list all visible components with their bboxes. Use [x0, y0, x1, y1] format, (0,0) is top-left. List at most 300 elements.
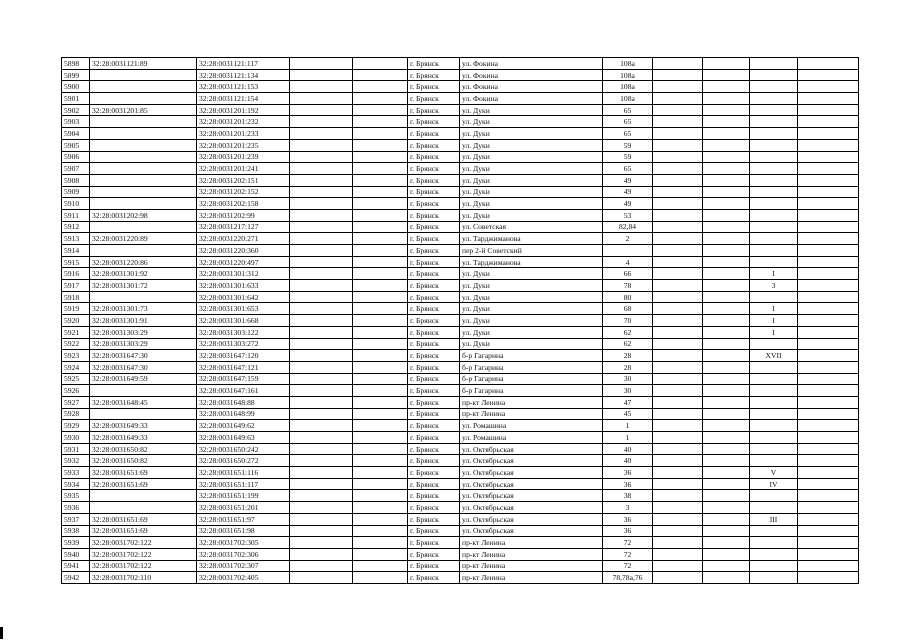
- cell-city: г. Брянск: [408, 350, 460, 362]
- cell-object-cadastral-number: 32:28:0031702:306: [197, 548, 290, 560]
- cell-empty: [290, 69, 353, 81]
- cell-empty: [798, 490, 859, 502]
- cell-object-cadastral-number: 32:28:0031303:272: [197, 338, 290, 350]
- cell-empty: [290, 280, 353, 292]
- cell-empty: [703, 116, 750, 128]
- cell-empty: [353, 58, 408, 70]
- cell-street: ул. Тарджиманова: [460, 256, 603, 268]
- table-row: [62, 361, 859, 373]
- cell-house-number: 78,78а,76: [603, 572, 653, 584]
- cell-empty: [353, 233, 408, 245]
- cell-city: г. Брянск: [408, 548, 460, 560]
- cell-empty: [290, 350, 353, 362]
- cell-empty: [290, 467, 353, 479]
- cell-empty: [653, 537, 703, 549]
- cell-empty: [798, 81, 859, 93]
- cell-empty: [290, 291, 353, 303]
- cell-record-number: 5924: [62, 361, 90, 373]
- cell-street: пр-кт Ленина: [460, 408, 603, 420]
- cell-street: ул. Дуки: [460, 186, 603, 198]
- cell-empty: [703, 385, 750, 397]
- cell-empty: [798, 209, 859, 221]
- table-row: [62, 467, 859, 479]
- cell-city: г. Брянск: [408, 58, 460, 70]
- cell-empty: [290, 408, 353, 420]
- cell-section-number: [750, 198, 798, 210]
- cell-empty: [353, 315, 408, 327]
- cell-object-cadastral-number: 32:28:0031649:63: [197, 432, 290, 444]
- cell-land-cadastral-number: [90, 116, 197, 128]
- cell-land-cadastral-number: [90, 81, 197, 93]
- table-row: [62, 221, 859, 233]
- cell-object-cadastral-number: 32:28:0031201:233: [197, 128, 290, 140]
- cell-empty: [290, 116, 353, 128]
- cell-empty: [653, 186, 703, 198]
- cell-land-cadastral-number: 32:28:0031301:91: [90, 315, 197, 327]
- cell-empty: [653, 256, 703, 268]
- cell-house-number: 3: [603, 502, 653, 514]
- table-row: [62, 513, 859, 525]
- cell-record-number: 5926: [62, 385, 90, 397]
- cell-empty: [290, 338, 353, 350]
- cell-city: г. Брянск: [408, 69, 460, 81]
- cell-empty: [703, 198, 750, 210]
- cell-empty: [653, 174, 703, 186]
- cell-city: г. Брянск: [408, 93, 460, 105]
- cell-empty: [353, 478, 408, 490]
- cell-empty: [653, 513, 703, 525]
- cell-record-number: 5922: [62, 338, 90, 350]
- cell-house-number: 66: [603, 268, 653, 280]
- cell-empty: [703, 256, 750, 268]
- cell-empty: [290, 572, 353, 584]
- cell-land-cadastral-number: 32:28:0031650:82: [90, 455, 197, 467]
- cell-empty: [353, 432, 408, 444]
- cell-record-number: 5907: [62, 163, 90, 175]
- cell-empty: [290, 233, 353, 245]
- cell-empty: [703, 58, 750, 70]
- table-row: [62, 209, 859, 221]
- cell-city: г. Брянск: [408, 513, 460, 525]
- cell-object-cadastral-number: 32:28:0031702:307: [197, 560, 290, 572]
- cell-street: ул. Дуки: [460, 151, 603, 163]
- cell-street: ул. Дуки: [460, 338, 603, 350]
- cell-object-cadastral-number: 32:28:0031220:497: [197, 256, 290, 268]
- cell-section-number: [750, 58, 798, 70]
- cell-empty: [703, 490, 750, 502]
- cell-city: г. Брянск: [408, 268, 460, 280]
- cell-empty: [653, 408, 703, 420]
- cell-empty: [653, 81, 703, 93]
- cell-street: ул. Дуки: [460, 315, 603, 327]
- cell-city: г. Брянск: [408, 373, 460, 385]
- cell-record-number: 5918: [62, 291, 90, 303]
- cell-street: ул. Дуки: [460, 116, 603, 128]
- cell-section-number: [750, 338, 798, 350]
- cell-empty: [703, 455, 750, 467]
- cell-empty: [798, 233, 859, 245]
- cell-street: ул. Фокина: [460, 81, 603, 93]
- cell-house-number: 36: [603, 478, 653, 490]
- cell-empty: [290, 209, 353, 221]
- cell-land-cadastral-number: 32:28:0031649:33: [90, 432, 197, 444]
- cell-empty: [703, 104, 750, 116]
- cell-house-number: 30: [603, 385, 653, 397]
- cell-empty: [703, 420, 750, 432]
- table-row: [62, 186, 859, 198]
- cell-street: ул. Октябрьская: [460, 467, 603, 479]
- table-row: [62, 69, 859, 81]
- cell-record-number: 5913: [62, 233, 90, 245]
- cell-empty: [703, 291, 750, 303]
- table-row: [62, 151, 859, 163]
- cell-land-cadastral-number: 32:28:0031649:33: [90, 420, 197, 432]
- cell-land-cadastral-number: 32:28:0031651:69: [90, 525, 197, 537]
- cell-section-number: [750, 420, 798, 432]
- cell-record-number: 5939: [62, 537, 90, 549]
- cell-object-cadastral-number: 32:28:0031202:99: [197, 209, 290, 221]
- cell-street: ул. Ромашина: [460, 420, 603, 432]
- cell-section-number: [750, 104, 798, 116]
- cell-house-number: 65: [603, 104, 653, 116]
- cell-section-number: I: [750, 268, 798, 280]
- cell-house-number: 49: [603, 186, 653, 198]
- cell-object-cadastral-number: 32:28:0031301:312: [197, 268, 290, 280]
- cell-empty: [798, 268, 859, 280]
- cell-house-number: 108а: [603, 58, 653, 70]
- cell-house-number: 80: [603, 291, 653, 303]
- cell-record-number: 5938: [62, 525, 90, 537]
- cell-record-number: 5909: [62, 186, 90, 198]
- cell-empty: [798, 350, 859, 362]
- cell-city: г. Брянск: [408, 198, 460, 210]
- cell-empty: [798, 420, 859, 432]
- cell-empty: [798, 291, 859, 303]
- cell-empty: [798, 245, 859, 257]
- cell-section-number: [750, 163, 798, 175]
- cell-empty: [798, 525, 859, 537]
- table-row: [62, 408, 859, 420]
- cell-empty: [703, 163, 750, 175]
- cell-empty: [653, 385, 703, 397]
- cell-street: ул. Дуки: [460, 128, 603, 140]
- cell-section-number: [750, 128, 798, 140]
- cell-street: ул. Октябрьская: [460, 525, 603, 537]
- cell-land-cadastral-number: [90, 385, 197, 397]
- cell-empty: [703, 128, 750, 140]
- cell-empty: [798, 151, 859, 163]
- cell-empty: [290, 128, 353, 140]
- cell-section-number: [750, 548, 798, 560]
- cell-record-number: 5917: [62, 280, 90, 292]
- cell-section-number: [750, 525, 798, 537]
- cell-record-number: 5934: [62, 478, 90, 490]
- cell-street: ул. Фокина: [460, 69, 603, 81]
- cell-street: ул. Октябрьская: [460, 513, 603, 525]
- cell-empty: [290, 151, 353, 163]
- cell-city: г. Брянск: [408, 338, 460, 350]
- cell-street: ул. Дуки: [460, 198, 603, 210]
- cell-empty: [653, 478, 703, 490]
- cell-empty: [353, 396, 408, 408]
- cell-empty: [290, 373, 353, 385]
- cell-city: г. Брянск: [408, 291, 460, 303]
- cell-empty: [798, 163, 859, 175]
- cell-empty: [798, 93, 859, 105]
- cell-object-cadastral-number: 32:28:0031651:116: [197, 467, 290, 479]
- cell-land-cadastral-number: 32:28:0031202:98: [90, 209, 197, 221]
- cell-record-number: 5912: [62, 221, 90, 233]
- cell-street: ул. Октябрьская: [460, 502, 603, 514]
- cell-record-number: 5929: [62, 420, 90, 432]
- cell-empty: [353, 560, 408, 572]
- table-row: [62, 315, 859, 327]
- cell-empty: [653, 548, 703, 560]
- table-row: [62, 350, 859, 362]
- cell-land-cadastral-number: 32:28:0031702:122: [90, 548, 197, 560]
- cell-house-number: 45: [603, 408, 653, 420]
- cell-empty: [653, 525, 703, 537]
- cell-empty: [703, 373, 750, 385]
- cell-record-number: 5905: [62, 139, 90, 151]
- cell-empty: [798, 432, 859, 444]
- cell-empty: [290, 385, 353, 397]
- cell-object-cadastral-number: 32:28:0031220:360: [197, 245, 290, 257]
- cell-section-number: [750, 455, 798, 467]
- cell-street: ул. Дуки: [460, 291, 603, 303]
- cell-house-number: 36: [603, 513, 653, 525]
- cell-record-number: 5919: [62, 303, 90, 315]
- cell-empty: [798, 361, 859, 373]
- cell-house-number: 1: [603, 420, 653, 432]
- cell-empty: [798, 385, 859, 397]
- cell-street: ул. Фокина: [460, 93, 603, 105]
- cell-empty: [290, 432, 353, 444]
- cell-city: г. Брянск: [408, 256, 460, 268]
- cell-city: г. Брянск: [408, 233, 460, 245]
- cell-city: г. Брянск: [408, 326, 460, 338]
- cell-empty: [703, 560, 750, 572]
- cell-land-cadastral-number: [90, 245, 197, 257]
- cell-empty: [703, 186, 750, 198]
- cell-section-number: [750, 221, 798, 233]
- cell-object-cadastral-number: 32:28:0031303:122: [197, 326, 290, 338]
- cell-empty: [798, 116, 859, 128]
- cell-empty: [353, 245, 408, 257]
- table-row: [62, 572, 859, 584]
- cell-empty: [653, 420, 703, 432]
- cell-empty: [703, 233, 750, 245]
- cell-empty: [290, 139, 353, 151]
- cell-empty: [703, 408, 750, 420]
- cell-empty: [353, 151, 408, 163]
- table-row: [62, 233, 859, 245]
- cell-empty: [290, 93, 353, 105]
- cell-object-cadastral-number: 32:28:0031648:88: [197, 396, 290, 408]
- cell-empty: [653, 350, 703, 362]
- cell-city: г. Брянск: [408, 502, 460, 514]
- cell-empty: [798, 373, 859, 385]
- cell-record-number: 5921: [62, 326, 90, 338]
- cell-empty: [353, 338, 408, 350]
- cell-empty: [798, 69, 859, 81]
- cell-empty: [290, 361, 353, 373]
- cell-empty: [653, 104, 703, 116]
- cell-land-cadastral-number: 32:28:0031201:85: [90, 104, 197, 116]
- cell-empty: [653, 572, 703, 584]
- cell-empty: [353, 139, 408, 151]
- cell-empty: [290, 537, 353, 549]
- cell-city: г. Брянск: [408, 408, 460, 420]
- cell-empty: [353, 268, 408, 280]
- cell-street: ул. Дуки: [460, 163, 603, 175]
- cell-house-number: 36: [603, 467, 653, 479]
- cell-empty: [290, 174, 353, 186]
- cell-object-cadastral-number: 32:28:0031651:201: [197, 502, 290, 514]
- table-row: [62, 93, 859, 105]
- cell-empty: [703, 548, 750, 560]
- cell-empty: [798, 396, 859, 408]
- cell-section-number: XVII: [750, 350, 798, 362]
- cell-city: г. Брянск: [408, 163, 460, 175]
- cell-land-cadastral-number: 32:28:0031301:73: [90, 303, 197, 315]
- cell-house-number: 78: [603, 280, 653, 292]
- cell-empty: [798, 537, 859, 549]
- cell-empty: [798, 338, 859, 350]
- cell-object-cadastral-number: 32:28:0031202:151: [197, 174, 290, 186]
- cell-house-number: 47: [603, 396, 653, 408]
- cell-record-number: 5930: [62, 432, 90, 444]
- cell-empty: [290, 478, 353, 490]
- cell-land-cadastral-number: [90, 174, 197, 186]
- cell-empty: [653, 116, 703, 128]
- cell-street: ул. Дуки: [460, 326, 603, 338]
- cell-empty: [798, 186, 859, 198]
- table-row: [62, 245, 859, 257]
- cell-empty: [798, 408, 859, 420]
- cell-object-cadastral-number: 32:28:0031651:117: [197, 478, 290, 490]
- cell-record-number: 5898: [62, 58, 90, 70]
- cell-record-number: 5902: [62, 104, 90, 116]
- cell-house-number: 82,84: [603, 221, 653, 233]
- cell-empty: [290, 303, 353, 315]
- cell-empty: [353, 361, 408, 373]
- cell-section-number: [750, 256, 798, 268]
- table-row: [62, 373, 859, 385]
- cell-record-number: 5940: [62, 548, 90, 560]
- cell-house-number: 72: [603, 548, 653, 560]
- table-row: [62, 443, 859, 455]
- cell-object-cadastral-number: 32:28:0031648:99: [197, 408, 290, 420]
- cell-street: ул. Дуки: [460, 174, 603, 186]
- table-row: [62, 525, 859, 537]
- cell-object-cadastral-number: 32:28:0031201:235: [197, 139, 290, 151]
- cell-section-number: [750, 572, 798, 584]
- cell-city: г. Брянск: [408, 572, 460, 584]
- cell-empty: [703, 537, 750, 549]
- cell-section-number: [750, 560, 798, 572]
- cell-section-number: [750, 537, 798, 549]
- cell-empty: [653, 432, 703, 444]
- cell-land-cadastral-number: 32:28:0031702:122: [90, 560, 197, 572]
- cell-empty: [353, 198, 408, 210]
- cell-object-cadastral-number: 32:28:0031121:134: [197, 69, 290, 81]
- cell-record-number: 5933: [62, 467, 90, 479]
- cell-empty: [353, 128, 408, 140]
- cell-house-number: 2: [603, 233, 653, 245]
- cell-empty: [290, 525, 353, 537]
- cadastral-register-table: [61, 57, 859, 584]
- cell-city: г. Брянск: [408, 361, 460, 373]
- cell-street: ул. Дуки: [460, 280, 603, 292]
- cell-city: г. Брянск: [408, 221, 460, 233]
- cell-object-cadastral-number: 32:28:0031202:158: [197, 198, 290, 210]
- cell-street: ул. Октябрьская: [460, 443, 603, 455]
- cell-empty: [798, 560, 859, 572]
- cell-record-number: 5927: [62, 396, 90, 408]
- cell-land-cadastral-number: [90, 69, 197, 81]
- cell-record-number: 5925: [62, 373, 90, 385]
- cell-land-cadastral-number: 32:28:0031651:69: [90, 513, 197, 525]
- cell-object-cadastral-number: 32:28:0031202:152: [197, 186, 290, 198]
- table-row: [62, 268, 859, 280]
- table-row: [62, 560, 859, 572]
- cell-house-number: 53: [603, 209, 653, 221]
- cell-empty: [290, 396, 353, 408]
- cell-object-cadastral-number: 32:28:0031121:117: [197, 58, 290, 70]
- cell-empty: [703, 221, 750, 233]
- cell-empty: [353, 209, 408, 221]
- cell-empty: [653, 128, 703, 140]
- cell-section-number: [750, 81, 798, 93]
- cell-street: ул. Октябрьская: [460, 478, 603, 490]
- cell-land-cadastral-number: 32:28:0031702:122: [90, 537, 197, 549]
- cell-empty: [703, 315, 750, 327]
- cell-empty: [653, 560, 703, 572]
- cell-empty: [798, 513, 859, 525]
- cell-object-cadastral-number: 32:28:0031201:192: [197, 104, 290, 116]
- cell-empty: [653, 69, 703, 81]
- cell-section-number: [750, 385, 798, 397]
- cell-land-cadastral-number: 32:28:0031647:30: [90, 361, 197, 373]
- cell-record-number: 5920: [62, 315, 90, 327]
- cell-empty: [653, 221, 703, 233]
- cell-object-cadastral-number: 32:28:0031650:242: [197, 443, 290, 455]
- cell-house-number: 65: [603, 116, 653, 128]
- cell-empty: [653, 338, 703, 350]
- cell-object-cadastral-number: 32:28:0031301:653: [197, 303, 290, 315]
- cell-empty: [353, 81, 408, 93]
- cell-section-number: [750, 245, 798, 257]
- cell-land-cadastral-number: 32:28:0031121:89: [90, 58, 197, 70]
- table-row: [62, 139, 859, 151]
- cell-section-number: I: [750, 326, 798, 338]
- cell-empty: [290, 326, 353, 338]
- cell-section-number: [750, 93, 798, 105]
- cell-empty: [798, 315, 859, 327]
- cell-street: ул. Дуки: [460, 209, 603, 221]
- cell-empty: [653, 455, 703, 467]
- table-row: [62, 163, 859, 175]
- cell-empty: [703, 467, 750, 479]
- cell-city: г. Брянск: [408, 104, 460, 116]
- cell-record-number: 5932: [62, 455, 90, 467]
- cell-empty: [798, 139, 859, 151]
- cell-street: пр-кт Ленина: [460, 572, 603, 584]
- cell-empty: [703, 572, 750, 584]
- cell-empty: [703, 513, 750, 525]
- scan-edge-mark: [0, 627, 3, 639]
